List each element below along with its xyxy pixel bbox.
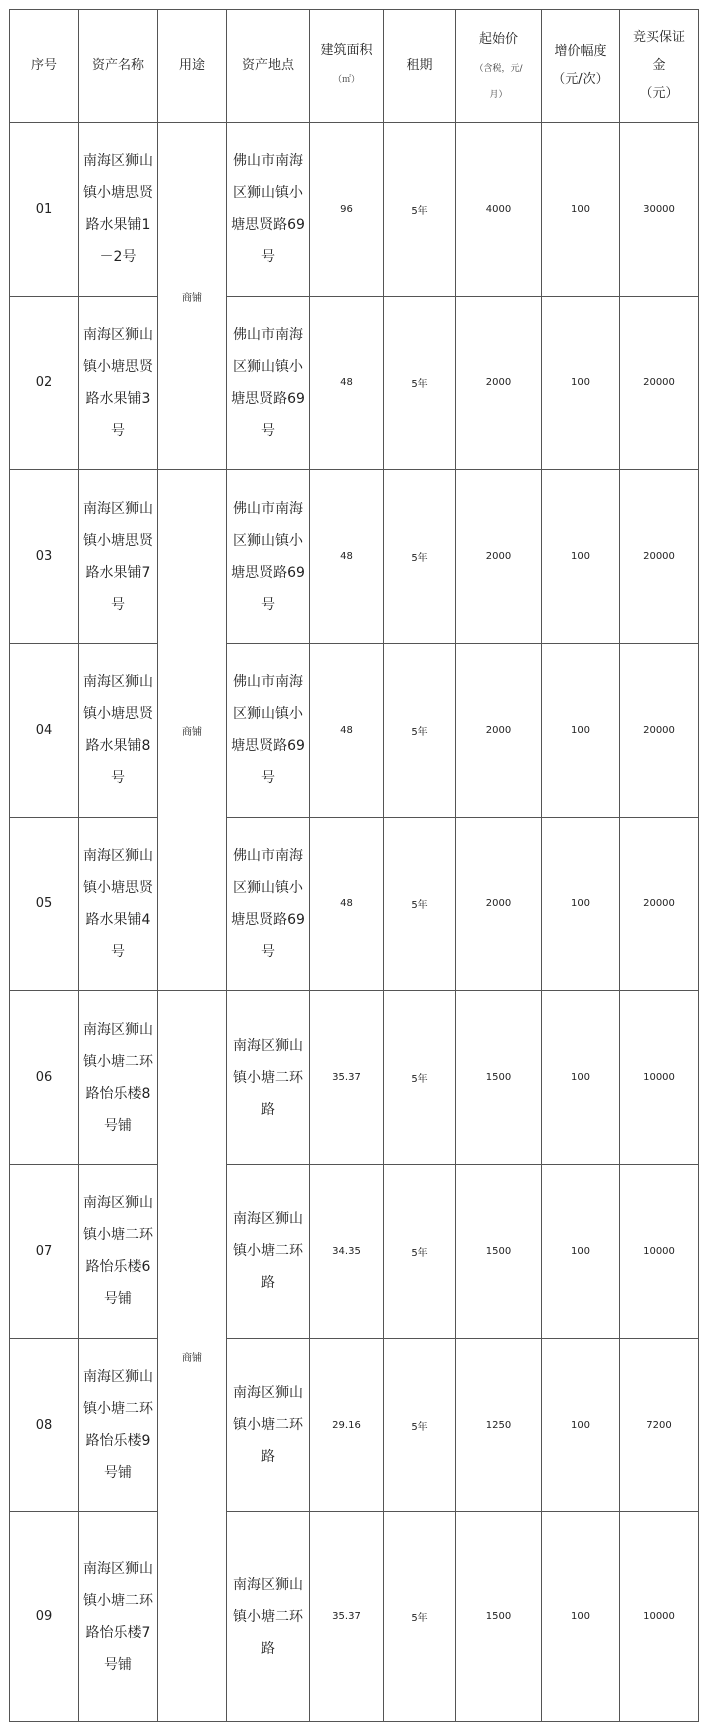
cell-term: 5年: [384, 817, 456, 991]
cell-deposit: 30000: [620, 122, 699, 296]
cell-name: 南海区狮山镇小塘思贤路水果铺7号: [79, 470, 158, 644]
cell-price: 2000: [456, 470, 542, 644]
header-price: [456, 10, 542, 123]
cell-use: 商铺: [158, 991, 227, 1722]
cell-term: 5年: [384, 470, 456, 644]
cell-name: 南海区狮山镇小塘思贤路水果铺8号: [79, 643, 158, 817]
cell-step: 100: [542, 991, 620, 1165]
header-step: [542, 10, 620, 123]
cell-deposit: 20000: [620, 817, 699, 991]
table-row: [10, 817, 699, 991]
table-row: [10, 470, 699, 644]
cell-step: 100: [542, 122, 620, 296]
cell-area: 35.37: [310, 991, 384, 1165]
cell-step: 100: [542, 296, 620, 470]
table-body: [10, 10, 699, 1722]
cell-term: 5年: [384, 1165, 456, 1339]
header-step-title: 增价幅度: [554, 43, 607, 59]
header-price-unit-b: 月）: [489, 89, 508, 100]
header-name: 资产名称: [79, 10, 158, 123]
header-area-unit: （㎡）: [332, 74, 360, 85]
header-row: [10, 10, 699, 123]
cell-price: 2000: [456, 817, 542, 991]
cell-area: 96: [310, 122, 384, 296]
cell-step: 100: [542, 1338, 620, 1512]
cell-index: 08: [10, 1338, 79, 1512]
cell-index: 01: [10, 122, 79, 296]
cell-price: 2000: [456, 296, 542, 470]
table-row: [10, 1512, 699, 1722]
header-area-title: 建筑面积: [320, 42, 373, 58]
cell-step: 100: [542, 1512, 620, 1722]
cell-term: 5年: [384, 1512, 456, 1722]
cell-term: 5年: [384, 122, 456, 296]
cell-name: 南海区狮山镇小塘二环路怡乐楼7号铺: [79, 1512, 158, 1722]
cell-step: 100: [542, 817, 620, 991]
cell-location: 佛山市南海区狮山镇小塘思贤路69号: [227, 122, 310, 296]
header-use: 用途: [158, 10, 227, 123]
cell-area: 48: [310, 296, 384, 470]
header-price-title: 起始价: [478, 31, 518, 47]
cell-use: 商铺: [158, 470, 227, 991]
cell-name: 南海区狮山镇小塘思贤路水果铺4号: [79, 817, 158, 991]
cell-name: 南海区狮山镇小塘二环路怡乐楼6号铺: [79, 1165, 158, 1339]
cell-location: 佛山市南海区狮山镇小塘思贤路69号: [227, 296, 310, 470]
header-location: 资产地点: [227, 10, 310, 123]
cell-term: 5年: [384, 991, 456, 1165]
header-deposit: [620, 10, 699, 123]
cell-location: 佛山市南海区狮山镇小塘思贤路69号: [227, 470, 310, 644]
header-step-unit: （元/次）: [552, 71, 609, 87]
cell-deposit: 10000: [620, 1165, 699, 1339]
header-deposit-b: 金: [652, 57, 666, 73]
cell-use: 商铺: [158, 122, 227, 469]
cell-name: 南海区狮山镇小塘思贤路水果铺3号: [79, 296, 158, 470]
cell-name: 南海区狮山镇小塘思贤路水果铺1－2号: [79, 122, 158, 296]
cell-area: 29.16: [310, 1338, 384, 1512]
cell-location: 南海区狮山镇小塘二环路: [227, 1512, 310, 1722]
cell-index: 09: [10, 1512, 79, 1722]
header-price-unit-a: （含税，元/: [474, 63, 523, 74]
cell-deposit: 20000: [620, 470, 699, 644]
cell-price: 1500: [456, 991, 542, 1165]
cell-price: 1500: [456, 1512, 542, 1722]
cell-location: 佛山市南海区狮山镇小塘思贤路69号: [227, 643, 310, 817]
cell-index: 07: [10, 1165, 79, 1339]
cell-location: 南海区狮山镇小塘二环路: [227, 1338, 310, 1512]
cell-index: 03: [10, 470, 79, 644]
table-row: [10, 1338, 699, 1512]
table-row: [10, 643, 699, 817]
cell-location: 南海区狮山镇小塘二环路: [227, 1165, 310, 1339]
cell-price: 1500: [456, 1165, 542, 1339]
cell-deposit: 20000: [620, 643, 699, 817]
asset-table: [9, 9, 699, 1722]
cell-area: 48: [310, 817, 384, 991]
cell-area: 34.35: [310, 1165, 384, 1339]
cell-location: 佛山市南海区狮山镇小塘思贤路69号: [227, 817, 310, 991]
header-area: [310, 10, 384, 123]
cell-deposit: 10000: [620, 1512, 699, 1722]
cell-index: 06: [10, 991, 79, 1165]
cell-area: 35.37: [310, 1512, 384, 1722]
cell-term: 5年: [384, 296, 456, 470]
cell-term: 5年: [384, 643, 456, 817]
table-row: [10, 296, 699, 470]
cell-name: 南海区狮山镇小塘二环路怡乐楼9号铺: [79, 1338, 158, 1512]
header-index: 序号: [10, 10, 79, 123]
cell-name: 南海区狮山镇小塘二环路怡乐楼8号铺: [79, 991, 158, 1165]
table-row: [10, 1165, 699, 1339]
cell-location: 南海区狮山镇小塘二环路: [227, 991, 310, 1165]
cell-index: 04: [10, 643, 79, 817]
cell-deposit: 7200: [620, 1338, 699, 1512]
header-deposit-c: （元）: [639, 85, 679, 101]
cell-price: 4000: [456, 122, 542, 296]
cell-step: 100: [542, 470, 620, 644]
header-term: 租期: [384, 10, 456, 123]
table-row: [10, 991, 699, 1165]
cell-step: 100: [542, 643, 620, 817]
cell-index: 02: [10, 296, 79, 470]
cell-step: 100: [542, 1165, 620, 1339]
cell-price: 1250: [456, 1338, 542, 1512]
cell-term: 5年: [384, 1338, 456, 1512]
cell-index: 05: [10, 817, 79, 991]
cell-area: 48: [310, 643, 384, 817]
cell-area: 48: [310, 470, 384, 644]
header-deposit-a: 竞买保证: [632, 29, 685, 45]
cell-deposit: 20000: [620, 296, 699, 470]
cell-price: 2000: [456, 643, 542, 817]
table-row: [10, 122, 699, 296]
cell-deposit: 10000: [620, 991, 699, 1165]
